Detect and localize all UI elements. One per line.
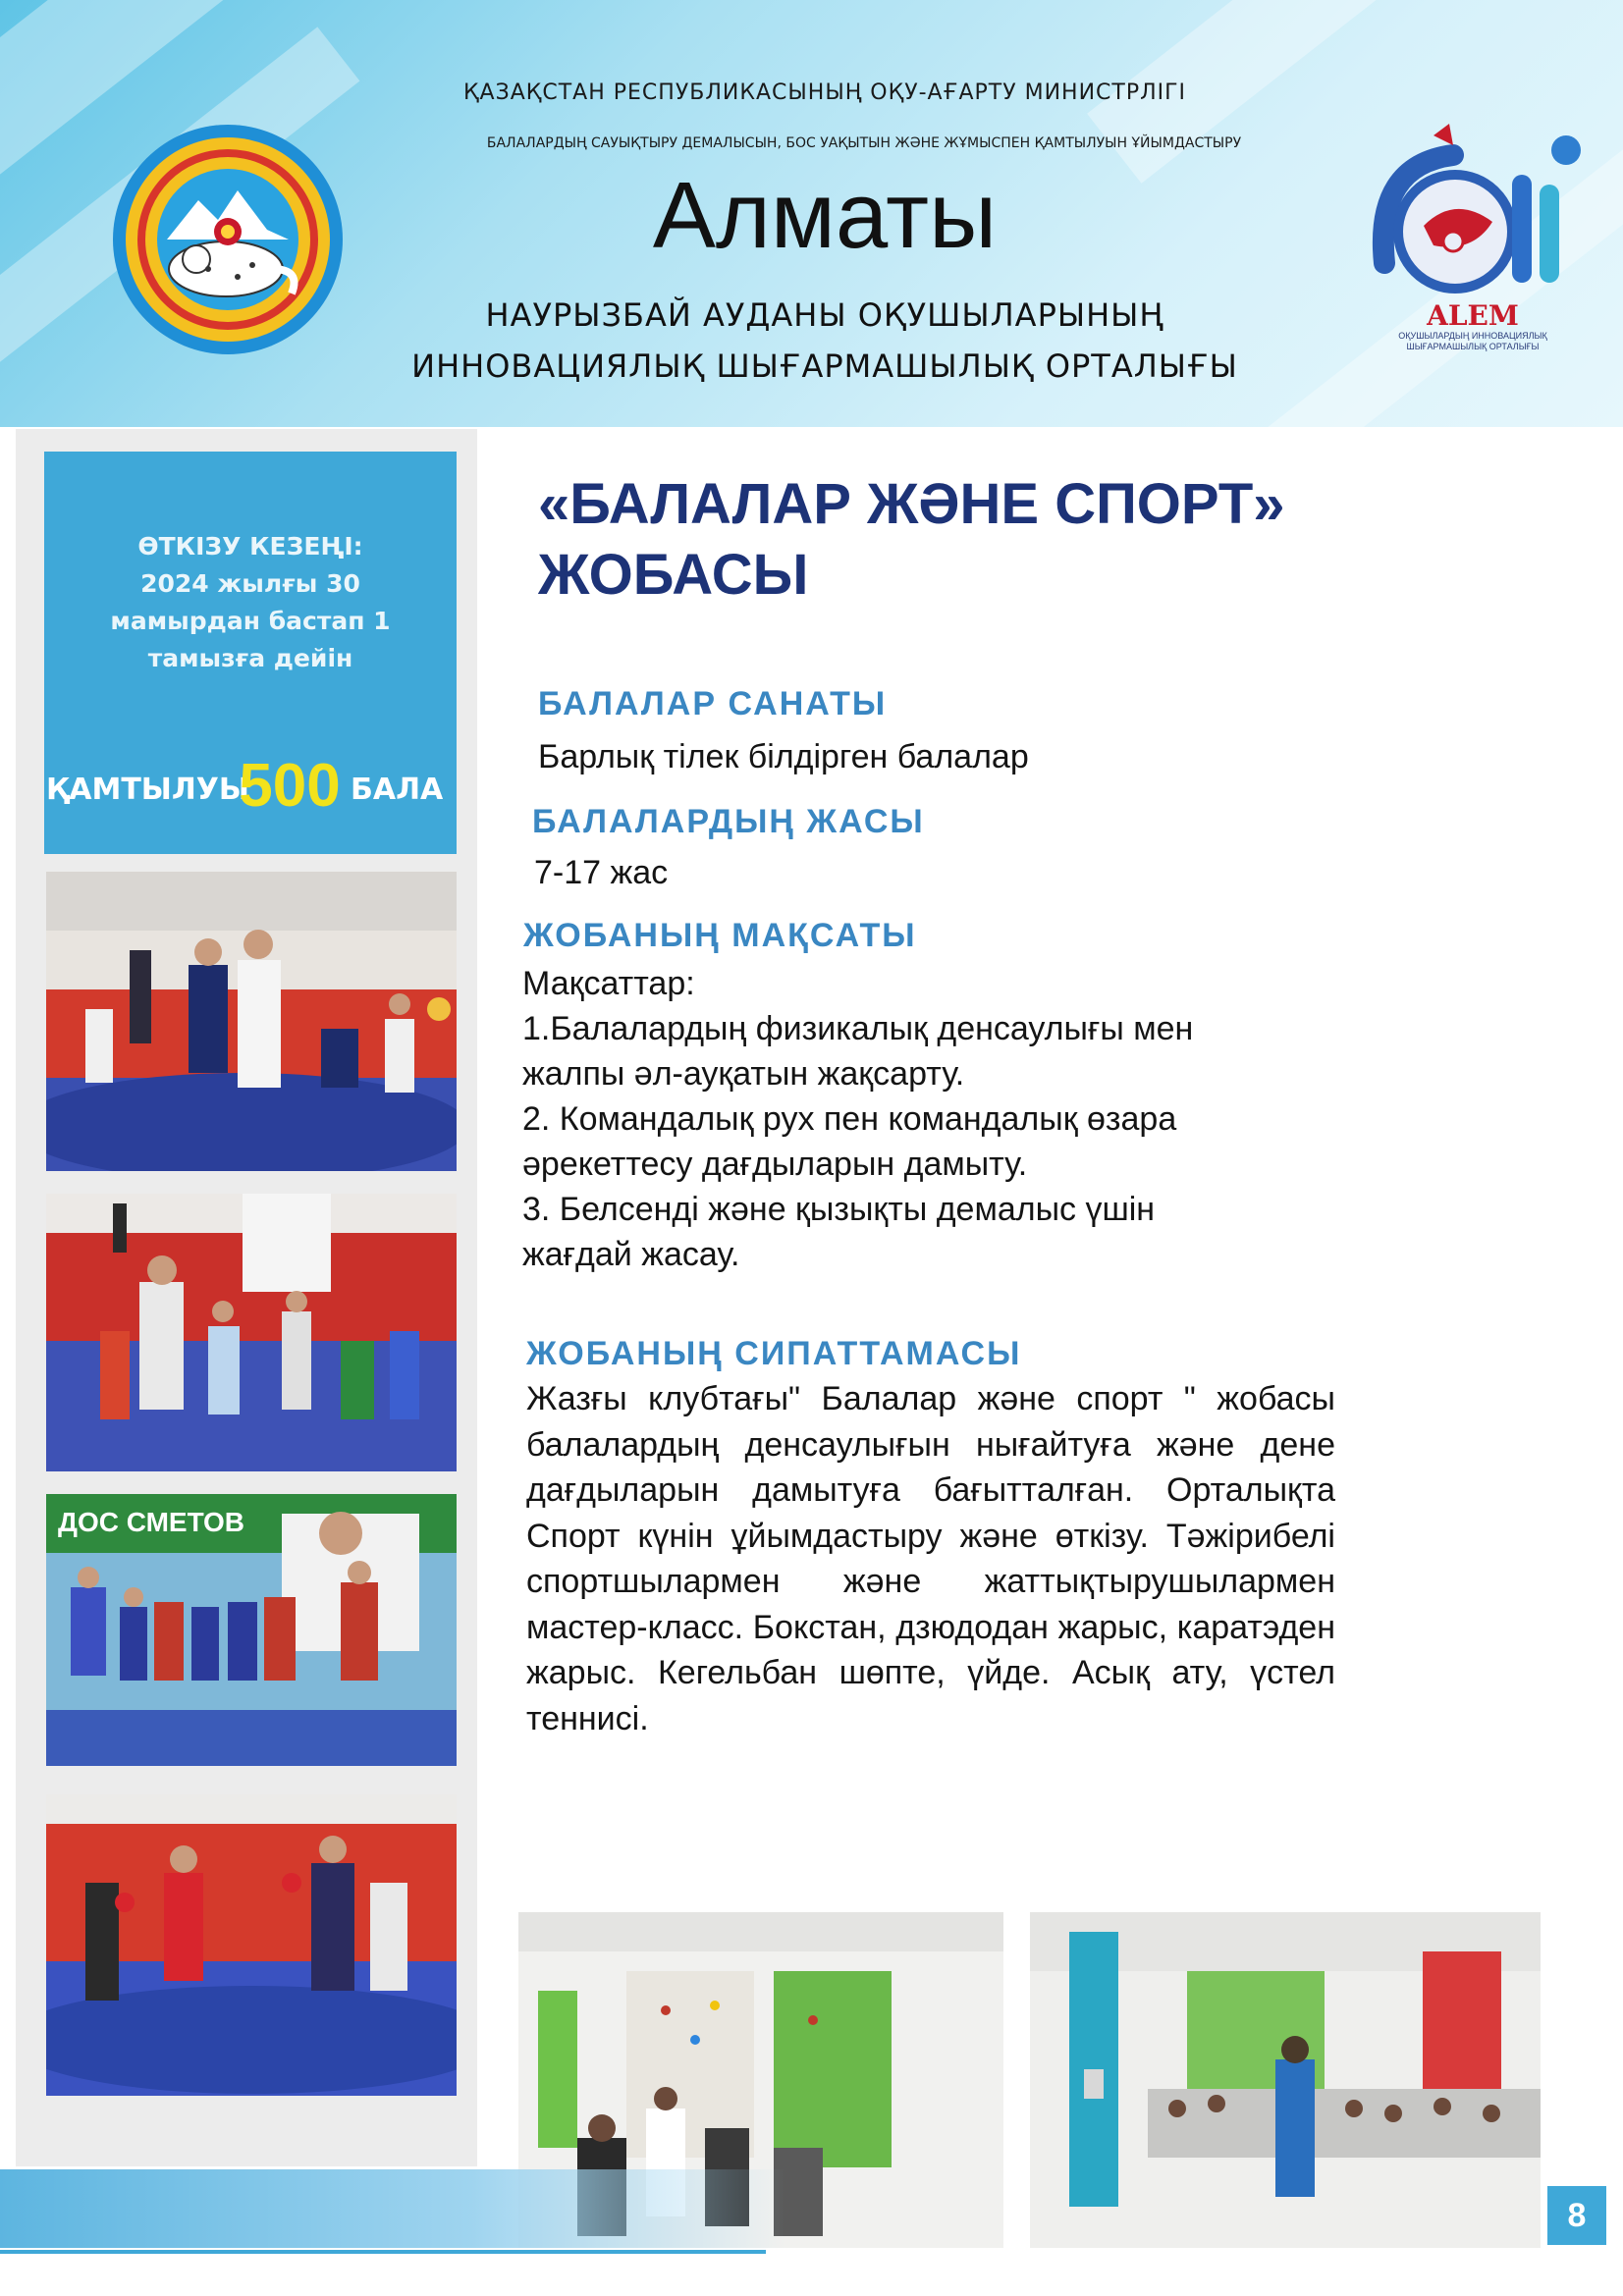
alem-logo-subtitle-line1: ОҚУШЫЛАРДЫҢ ИННОВАЦИЯЛЫҚ [1398, 331, 1547, 341]
center-name-line2: ИННОВАЦИЯЛЫҚ ШЫҒАРМАШЫЛЫҚ ОРТАЛЫҒЫ [411, 347, 1238, 385]
period-text [44, 528, 457, 677]
goal-line: 1.Балалардың физикалық денсаулығы мен [522, 1010, 1194, 1047]
period-line: 2024 жылғы 30 [140, 569, 360, 598]
hall-activity-photo [1030, 1912, 1541, 2248]
footer-band [0, 2169, 785, 2248]
category-text: Барлық тілек білдірген балалар [538, 738, 1029, 775]
coverage-label: ҚАМТЫЛУЫ [46, 773, 249, 807]
boxing-sparring-photo [46, 1794, 457, 2096]
goal-line: 2. Командалық рух пен командалық өзара [522, 1100, 1177, 1138]
project-title [538, 469, 1520, 611]
goal-line: жағдай жасау. [522, 1236, 740, 1273]
age-text: 7-17 жас [534, 854, 669, 891]
goal-list [522, 961, 1357, 1277]
footer-line [0, 2250, 766, 2254]
description-text: Жазғы клубтағы" Балалар және спорт " жобасы балалардың денсаулығын нығайтуға және дене дағдыларын дамытуға бағытталған. Орталықта Спорт күнін ұйымдастыру және өткізу. Тәжірибелі спортшылармен және жаттықтырушылармен мастер-класс. Бокстан, дзюдодан жарыс, каратэден жарыс. Кегельбан шөпте, үйде. Асық ату, үстел теннисі. [526, 1380, 1335, 1737]
department-title: БАЛАЛАРДЫҢ САУЫҚТЫРУ ДЕМАЛЫСЫН, БОС УАҚЫТЫН ЖӘНЕ ЖҰМЫСПЕН ҚАМТЫЛУЫН ҰЙЫМДАСТЫРУ [486, 135, 1242, 151]
project-title-line2: ЖОБАСЫ [538, 543, 809, 607]
page-number: 8 [1547, 2186, 1606, 2245]
category-heading: БАЛАЛАР САНАТЫ [538, 685, 888, 722]
photo-banner-text: ДОС СМЕТОВ [58, 1507, 244, 1537]
project-title-line1: «БАЛАЛАР ЖӘНЕ СПОРТ» [538, 472, 1285, 536]
alem-logo-subtitle [1355, 331, 1591, 352]
description-heading: ЖОБАНЫҢ СИПАТТАМАСЫ [526, 1335, 1022, 1372]
alem-logo-subtitle-line2: ШЫҒАРМАШЫЛЫҚ ОРТАЛЫҒЫ [1406, 342, 1540, 351]
goal-line: Мақсаттар: [522, 965, 695, 1002]
goal-line: жалпы әл-ауқатын жақсарту. [522, 1055, 965, 1093]
goal-heading: ЖОБАНЫҢ МАҚСАТЫ [523, 917, 917, 954]
center-name-line1: НАУРЫЗБАЙ АУДАНЫ ОҚУШЫЛАРЫНЫҢ [485, 296, 1164, 334]
almaty-emblem-icon [110, 122, 346, 357]
coverage-number: 500 [239, 752, 341, 820]
period-line: тамызға дейін [147, 644, 353, 672]
coverage-row [44, 751, 457, 829]
ministry-title: ҚАЗАҚСТАН РЕСПУБЛИКАСЫНЫҢ ОҚУ-АҒАРТУ МИНИСТРЛІГІ [462, 80, 1187, 105]
judo-training-photo [46, 872, 457, 1171]
city-title: Алматы [652, 163, 998, 268]
goal-line: әрекеттесу дағдыларын дамыту. [522, 1146, 1028, 1183]
period-coverage-box [44, 452, 457, 854]
boxing-class-photo [46, 1194, 457, 1471]
age-heading: БАЛАЛАРДЫҢ ЖАСЫ [532, 803, 925, 840]
wrestlers-group-photo [46, 1494, 457, 1766]
goal-line: 3. Белсенді және қызықты демалыс үшін [522, 1191, 1156, 1228]
coverage-unit: БАЛА [351, 773, 444, 807]
alem-logo-name: ALEM [1427, 299, 1519, 332]
period-line: мамырдан бастап 1 [110, 607, 391, 635]
period-line: ӨТКІЗУ КЕЗЕҢІ: [137, 532, 363, 561]
